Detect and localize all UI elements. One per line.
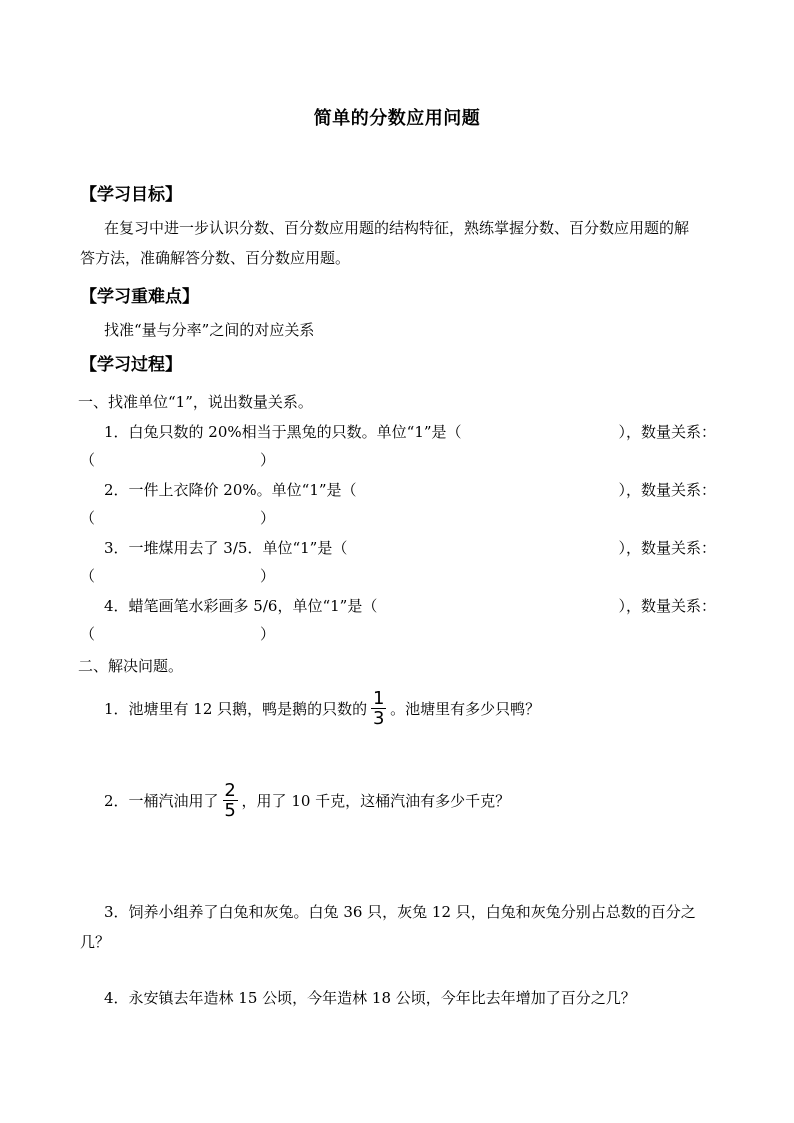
item-1-after-blank: ），数量关系： <box>618 423 716 441</box>
q2-denominator: 5 <box>224 800 236 821</box>
q2-text-before: 2．一桶汽油用了 <box>104 791 219 810</box>
item-1-answer-blank: （ ） <box>80 451 276 469</box>
question-2 <box>104 782 510 819</box>
q2-text-after: ，用了 10 千克，这桶汽油有多少千克？ <box>241 791 511 810</box>
item-2-after-blank: ），数量关系： <box>618 481 716 499</box>
fraction-one-third <box>371 690 386 727</box>
q1-numerator: 1 <box>372 688 385 709</box>
key-text: 找准“量与分率”之间的对应关系 <box>104 321 315 339</box>
question-3-line2: 几？ <box>80 933 111 951</box>
item-3-after-blank: ），数量关系： <box>618 539 716 557</box>
goal-text-line2: 答方法，准确解答分数、百分数应用题。 <box>80 249 351 267</box>
question-1 <box>104 690 540 727</box>
part1-item-1 <box>104 420 716 444</box>
page-title: 简单的分数应用问题 <box>313 108 481 129</box>
part1-item-3 <box>104 536 716 560</box>
part1-item-2 <box>104 478 716 502</box>
q1-text-after: 。池塘里有多少只鸭？ <box>390 699 541 718</box>
question-3-line1: 3．饲养小组养了白兔和灰兔。白兔 36 只，灰兔 12 只，白兔和灰兔分别占总数的百分之 <box>104 903 696 921</box>
item-2-answer-blank: （ ） <box>80 509 276 527</box>
item-4-text: 4．蜡笔画笔水彩画多 5/6，单位“1”是（ <box>104 597 378 615</box>
goal-heading: 【学习目标】 <box>80 185 182 205</box>
q1-denominator: 3 <box>372 708 385 729</box>
part2-heading: 二、解决问题。 <box>78 657 184 675</box>
q2-numerator: 2 <box>224 780 236 801</box>
key-heading: 【学习重难点】 <box>80 287 199 307</box>
question-4: 4．永安镇去年造林 15 公顷，今年造林 18 公顷，今年比去年增加了百分之几？ <box>104 989 636 1007</box>
item-4-answer-blank: （ ） <box>80 625 276 643</box>
part1-heading: 一、找准单位“1”，说出数量关系。 <box>78 393 313 411</box>
item-2-text: 2．一件上衣降价 20%。单位“1”是（ <box>104 481 357 499</box>
item-3-answer-blank: （ ） <box>80 567 276 585</box>
part1-item-4 <box>104 594 716 618</box>
item-3-text: 3．一堆煤用去了 3/5．单位“1”是（ <box>104 539 348 557</box>
goal-text-line1: 在复习中进一步认识分数、百分数应用题的结构特征，熟练掌握分数、百分数应用题的解 <box>104 219 690 237</box>
q1-text-before: 1．池塘里有 12 只鹅，鸭是鹅的只数的 <box>104 699 368 718</box>
item-1-text: 1．白兔只数的 20%相当于黑兔的只数。单位“1”是（ <box>104 423 462 441</box>
item-4-after-blank: ），数量关系： <box>618 597 716 615</box>
process-heading: 【学习过程】 <box>80 355 182 375</box>
fraction-two-fifths <box>223 782 238 819</box>
